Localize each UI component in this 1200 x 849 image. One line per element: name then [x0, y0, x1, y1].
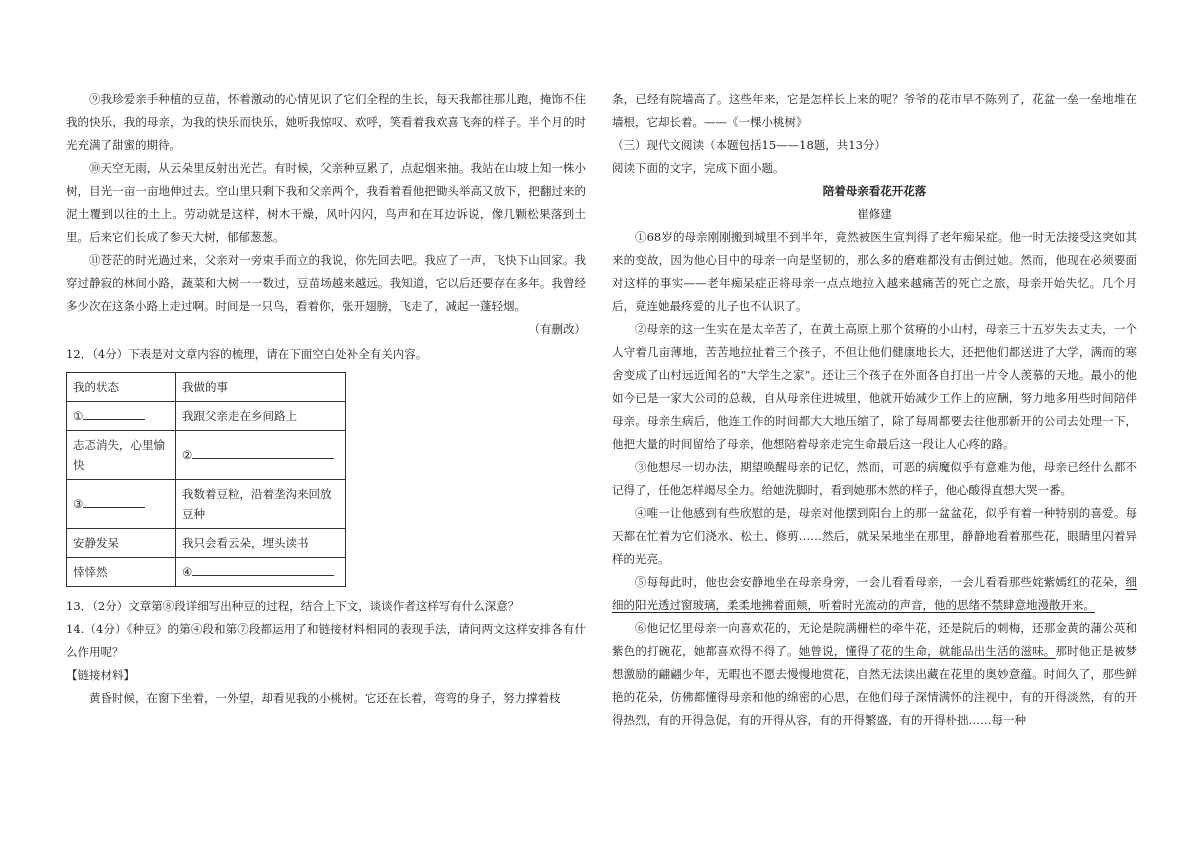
table-header-state: 我的状态: [67, 373, 176, 402]
table-row: [67, 558, 346, 587]
table-row: [67, 431, 346, 480]
left-column: [66, 88, 586, 710]
table-cell: 悻悻然: [67, 558, 176, 587]
reading-instruction: 阅读下面的文字，完成下面小题。: [612, 161, 785, 175]
table-cell: 志忑消失，心里愉快: [67, 431, 176, 480]
blank-cell-3[interactable]: ③: [67, 480, 176, 529]
article-paragraph-1: ①68岁的母亲刚刚搬到城里不到半年，竟然被医生宣判得了老年痴呆症。他一时无法接受这突如其来的变故，因为他心目中的母亲一向是坚韧的，那么多的磨难都没有击倒过她。然而，他现在必须要面对这样的事实——老年痴呆症正将母亲一点点地拉入越来越痛苦的死亡之旅，母亲开始失忆。几个月后，竟连她最疼爱的儿子也不认识了。: [612, 230, 1137, 313]
article-paragraph-5: ⑤每每此时，他也会安静地坐在母亲身旁，一会儿看看母亲，一会儿看看那些姹紫嫣红的花朵，细细的阳光透过窗玻璃，柔柔地拂着面颊，听着时光流动的声音，他的思绪不禁肆意地漫散开来。: [612, 575, 1137, 612]
table-row: [67, 402, 346, 431]
summary-table: [66, 372, 346, 587]
underlined-sentence-2: 她曾说，懂得了花的生命，就能品出生活的滋味。: [798, 644, 1056, 658]
blank-cell-2[interactable]: ②: [176, 431, 346, 480]
table-cell: 安静发呆: [67, 529, 176, 558]
answer-blank-3[interactable]: [83, 495, 145, 508]
link-material-title: 【链接材料】: [66, 668, 135, 682]
section-heading: （三）现代文阅读（本题包括15——18题，共13分）: [612, 138, 886, 152]
link-material-text: 黄昏时候，在窗下坐着，一外望，却看见我的小桃树。它还在长着，弯弯的身子，努力撑着枝: [89, 691, 561, 705]
answer-blank-4[interactable]: [192, 563, 334, 576]
paragraph-9: ⑨我珍爱亲手种植的豆苗，怀着激动的心情见识了它们全程的生长，每天我都往那儿跑，掩饰不住我的快乐，我的母亲，为我的快乐而快乐，她听我惊叹、欢呼，笑看着我欢喜飞奔的样子。半个月的时光充满了甜蜜的期待。: [66, 92, 586, 152]
table-cell: 我数着豆粒，沿着垄沟来回放豆种: [176, 480, 346, 529]
table-row: [67, 373, 346, 402]
paragraph-11: ⑪苍茫的时光過过来，父亲对一旁束手而立的我说，你先回去吧。我应了一声，飞快下山回家。我穿过静寂的林间小路，蔬菜和大树一一数过，豆苗场越来越远。我知道，它以后还要存在多年。我曾经多少次在这条小路上走过啊。时间是一只鸟，看着你，张开翅膀，飞走了，减起一蓬轻烟。: [66, 253, 586, 313]
question-12: 12．（4分）下表是对文章内容的梳理，请在下面空白处补全有关内容。: [66, 347, 428, 361]
article-author: 崔修建: [857, 207, 892, 221]
question-14: 14.（4分）《种豆》的第④段和第⑦段都运用了和链接材料相同的表现手法，请问两文这样安排各有什么作用呢？: [66, 622, 586, 659]
answer-blank-2[interactable]: [192, 446, 334, 459]
table-cell: 我只会看云朵，埋头读书: [176, 529, 346, 558]
answer-blank-1[interactable]: [83, 407, 145, 420]
underlined-sentence-1: 细细的阳光透过窗玻璃，柔柔地拂着面颊，听着时光流动的声音，他的思绪不禁肆意地漫散开来。: [612, 575, 1137, 612]
paragraph-10: ⑩天空无雨，从云朵里反射出光芒。有时候，父亲种豆累了，点起烟来抽。我站在山坡上知一株小树，目光一亩一亩地伸过去。空山里只剩下我和父亲两个，我看着看他把锄头举高又放下，把翻过来的泥土覆到以往的土上。劳动就是这样，树木干燥，风叶闪闪，鸟声和在耳边诉说，像几颗松果落到土里。后来它们长成了参天大树，郁郁葱葱。: [66, 161, 586, 244]
article-paragraph-6: ⑥他记忆里母亲一向喜欢花的，无论是院满栅栏的牵牛花，还是院后的刺梅，还那金黄的蒲公英和紫色的打碗花，她都喜欢得不得了。她曾说，懂得了花的生命，就能品出生活的滋味。那时他正是被梦想激励的翩翩少年，无暇也不愿去慢慢地赏花，自然无法读出藏在花里的奥妙意蕴。时间久了，那些鲜艳的花朵，仿佛都懂得母亲和他的绵密的心思，在他们母子深情满怀的注视中，有的开得淡然，有的开得热烈，有的开得急促，有的开得从容，有的开得繁盛，有的开得朴拙……每一种: [612, 621, 1138, 727]
edit-note: （有删改）: [528, 322, 586, 336]
article-paragraph-3: ③他想尽一切办法，期望唤醒母亲的记忆，然而，可恶的病魔似乎有意难为他，母亲已经什么都不记得了，任他怎样竭尽全力。给她洗脚时，看到她那木然的样子，他心酸得直想大哭一番。: [612, 460, 1137, 497]
link-material-continued: 条，已经有院墙高了。这些年来，它是怎样长上来的呢？爷爷的花市早不陈列了，花盆一垒一垒地堆在墙根，它却长着。——《一棵小桃树》: [612, 92, 1137, 129]
question-13: 13．（2分）文章第⑧段详细写出种豆的过程，结合上下文，谈谈作者这样写有什么深意？: [66, 599, 520, 613]
article-paragraph-2: ②母亲的这一生实在是太辛苦了，在黄土高原上那个贫瘠的小山村，母亲三十五岁失去丈夫，一个人守着几亩薄地，苦苦地拉扯着三个孩子，不但让他们健康地长大，还把他们都送进了大学，满而的寒舍变成了山村远近闻名的“大学生之家”。还让三个孩子在外面各自打出一片令人羡慕的天地。最小的他如今已是一家大公司的总裁，自从母亲住进城里，他就开始减少工作上的应酬，努力地多用些时间陪伴母亲。母亲生病后，他连工作的时间都大大地压缩了，除了每周都要去往他那新开的公司去处理一下，他把大量的时间留给了母亲，他想陪着母亲走完生命最后这一段让人心疼的路。: [612, 322, 1137, 451]
article-paragraph-4: ④唯一让他感到有些欣慰的是，母亲对他摆到阳台上的那一盆盆花，似乎有着一种特别的喜爱。每天都在忙着为它们浇水、松土、修剪……然后，就呆呆地坐在那里，静静地看着那些花，眼睛里闪着异样的光亮。: [612, 506, 1137, 566]
right-column: [612, 88, 1137, 732]
table-row: [67, 529, 346, 558]
article-title: 陪着母亲看花开花落: [822, 184, 927, 198]
blank-cell-1[interactable]: ①: [67, 402, 176, 431]
table-row: [67, 480, 346, 529]
table-cell: 我跟父亲走在乡间路上: [176, 402, 346, 431]
blank-cell-4[interactable]: ④: [176, 558, 346, 587]
table-header-action: 我做的事: [176, 373, 346, 402]
